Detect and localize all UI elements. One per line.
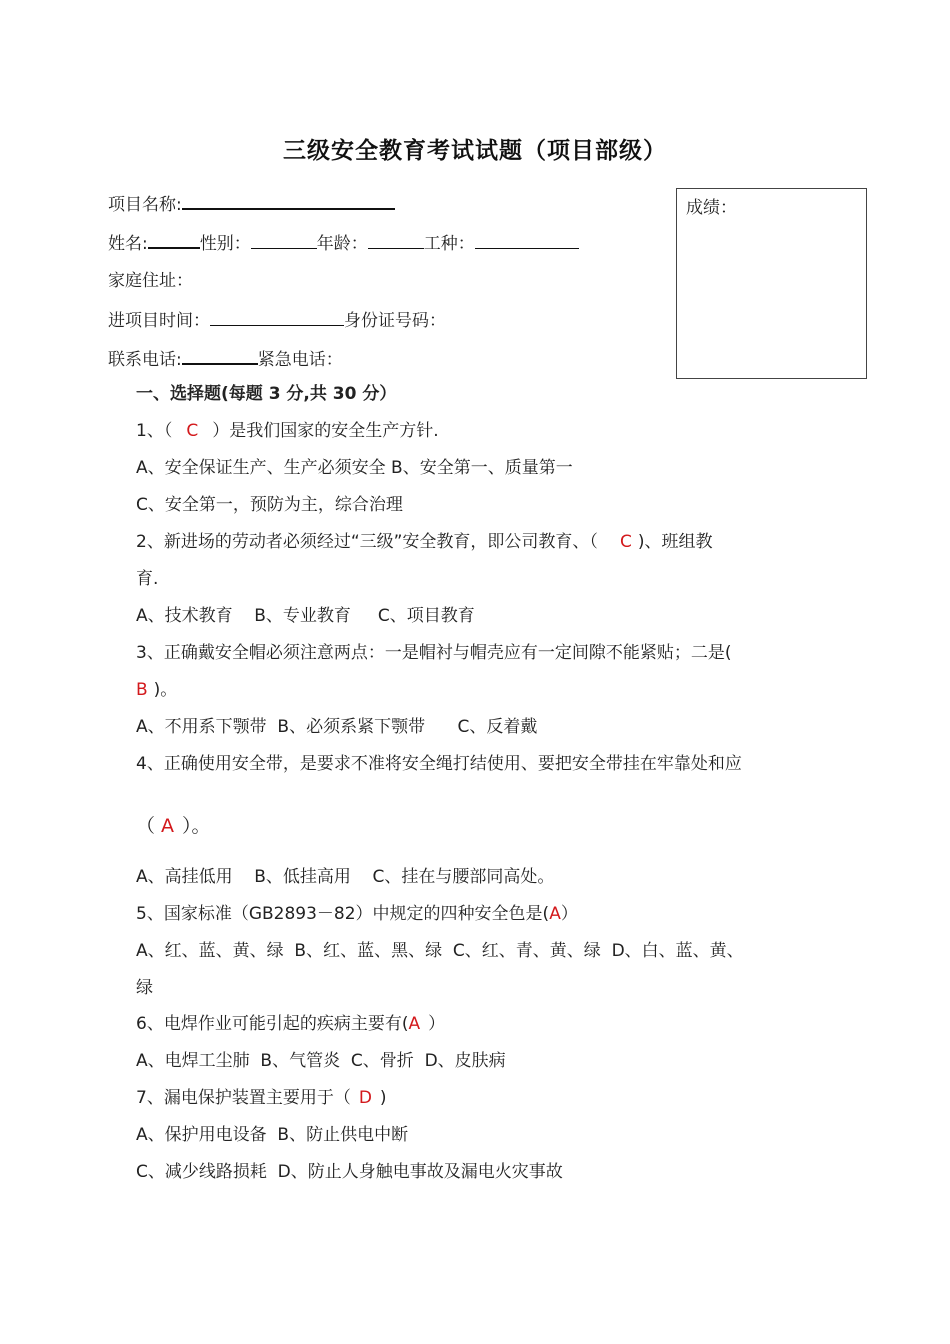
q1-text-end: ）是我们国家的安全生产方针. xyxy=(212,421,439,441)
q7-options-1: A、保护用电设备 B、防止供电中断 xyxy=(136,1125,409,1145)
question-6 xyxy=(136,1012,445,1036)
question-4: 4、正确使用安全带，是要求不准将安全绳打结使用、要把安全带挂在牢靠处和应 xyxy=(136,754,742,774)
project-name-label: 项目名称: xyxy=(108,195,182,215)
q4-text-end: ）。 xyxy=(182,815,211,837)
section-heading: 一、选择题(每题 3 分,共 30 分） xyxy=(136,384,397,404)
q5-text-end: ） xyxy=(560,904,578,924)
q5-continuation: 绿 xyxy=(136,978,153,998)
q1-options-1: A、安全保证生产、生产必须安全 B、安全第一、质量第一 xyxy=(136,458,573,478)
q6-text-end: ） xyxy=(428,1014,446,1034)
name-blank[interactable] xyxy=(148,229,200,249)
question-7 xyxy=(136,1086,387,1110)
score-label: 成绩： xyxy=(686,198,737,218)
q6-answer: A xyxy=(408,1014,421,1034)
q3-answer-line xyxy=(136,678,177,702)
q1-answer: C xyxy=(186,421,199,441)
q3-options: A、不用系下颚带 B、必须系紧下颚带 C、反着戴 xyxy=(136,717,538,737)
question-3: 3、正确戴安全帽必须注意两点：一是帽衬与帽壳应有一定间隙不能紧贴；二是( xyxy=(136,643,732,663)
address-row xyxy=(108,269,193,293)
q1-text: 1、（ xyxy=(136,421,173,441)
score-box xyxy=(676,188,867,379)
q2-text: 2、新进场的劳动者必须经过“三级”安全教育，即公司教育、（ xyxy=(136,532,598,552)
exam-title: 三级安全教育考试试题（项目部级） xyxy=(283,138,667,164)
q6-text: 6、电焊作业可能引起的疾病主要有( xyxy=(136,1014,409,1034)
project-name-row xyxy=(108,190,395,217)
trade-blank[interactable] xyxy=(475,230,579,249)
entry-time-label: 进项目时间： xyxy=(108,311,210,331)
q2-continuation: 育. xyxy=(136,569,159,589)
question-2 xyxy=(136,530,712,554)
id-label: 身份证号码： xyxy=(344,311,446,331)
gender-label: 性别： xyxy=(199,234,251,254)
q4-answer-line xyxy=(136,814,211,838)
q4-answer: A xyxy=(161,815,175,837)
q5-options: A、红、蓝、黄、绿 B、红、蓝、黑、绿 C、红、青、黄、绿 D、白、蓝、黄、 xyxy=(136,941,744,961)
name-label: 姓名: xyxy=(108,234,148,254)
q4-paren-open: （ xyxy=(136,815,156,837)
project-name-blank[interactable] xyxy=(182,190,395,210)
emergency-label: 紧急电话： xyxy=(257,350,343,370)
phone-blank[interactable] xyxy=(182,345,258,365)
q2-text-end: )、班组教 xyxy=(637,532,713,552)
q2-answer: C xyxy=(619,532,632,552)
q5-answer: A xyxy=(549,904,561,924)
personal-info-row xyxy=(108,229,579,256)
q2-options: A、技术教育 B、专业教育 C、项目教育 xyxy=(136,606,475,626)
q7-text: 7、漏电保护装置主要用于（ xyxy=(136,1088,351,1108)
gender-blank[interactable] xyxy=(251,230,317,249)
question-1 xyxy=(136,419,439,443)
q3-text-end: )。 xyxy=(153,680,178,700)
question-5 xyxy=(136,902,578,926)
q6-options: A、电焊工尘肺 B、气管炎 C、骨折 D、皮肤病 xyxy=(136,1051,506,1071)
trade-label: 工种： xyxy=(423,234,475,254)
phone-label: 联系电话: xyxy=(108,350,182,370)
q5-text: 5、国家标准（GB2893－82）中规定的四种安全色是( xyxy=(136,904,550,924)
phone-row xyxy=(108,345,343,372)
address-label: 家庭住址： xyxy=(108,271,193,291)
age-blank[interactable] xyxy=(368,230,424,249)
entry-row xyxy=(108,307,446,333)
entry-time-blank[interactable] xyxy=(210,307,344,326)
q3-answer: B xyxy=(136,680,148,700)
q7-text-end: ) xyxy=(379,1088,387,1108)
q4-options: A、高挂低用 B、低挂高用 C、挂在与腰部同高处。 xyxy=(136,867,555,887)
q7-answer: D xyxy=(358,1088,372,1108)
age-label: 年龄： xyxy=(316,234,368,254)
q1-options-2: C、安全第一，预防为主，综合治理 xyxy=(136,495,403,515)
q7-options-2: C、减少线路损耗 D、防止人身触电事故及漏电火灾事故 xyxy=(136,1162,563,1182)
